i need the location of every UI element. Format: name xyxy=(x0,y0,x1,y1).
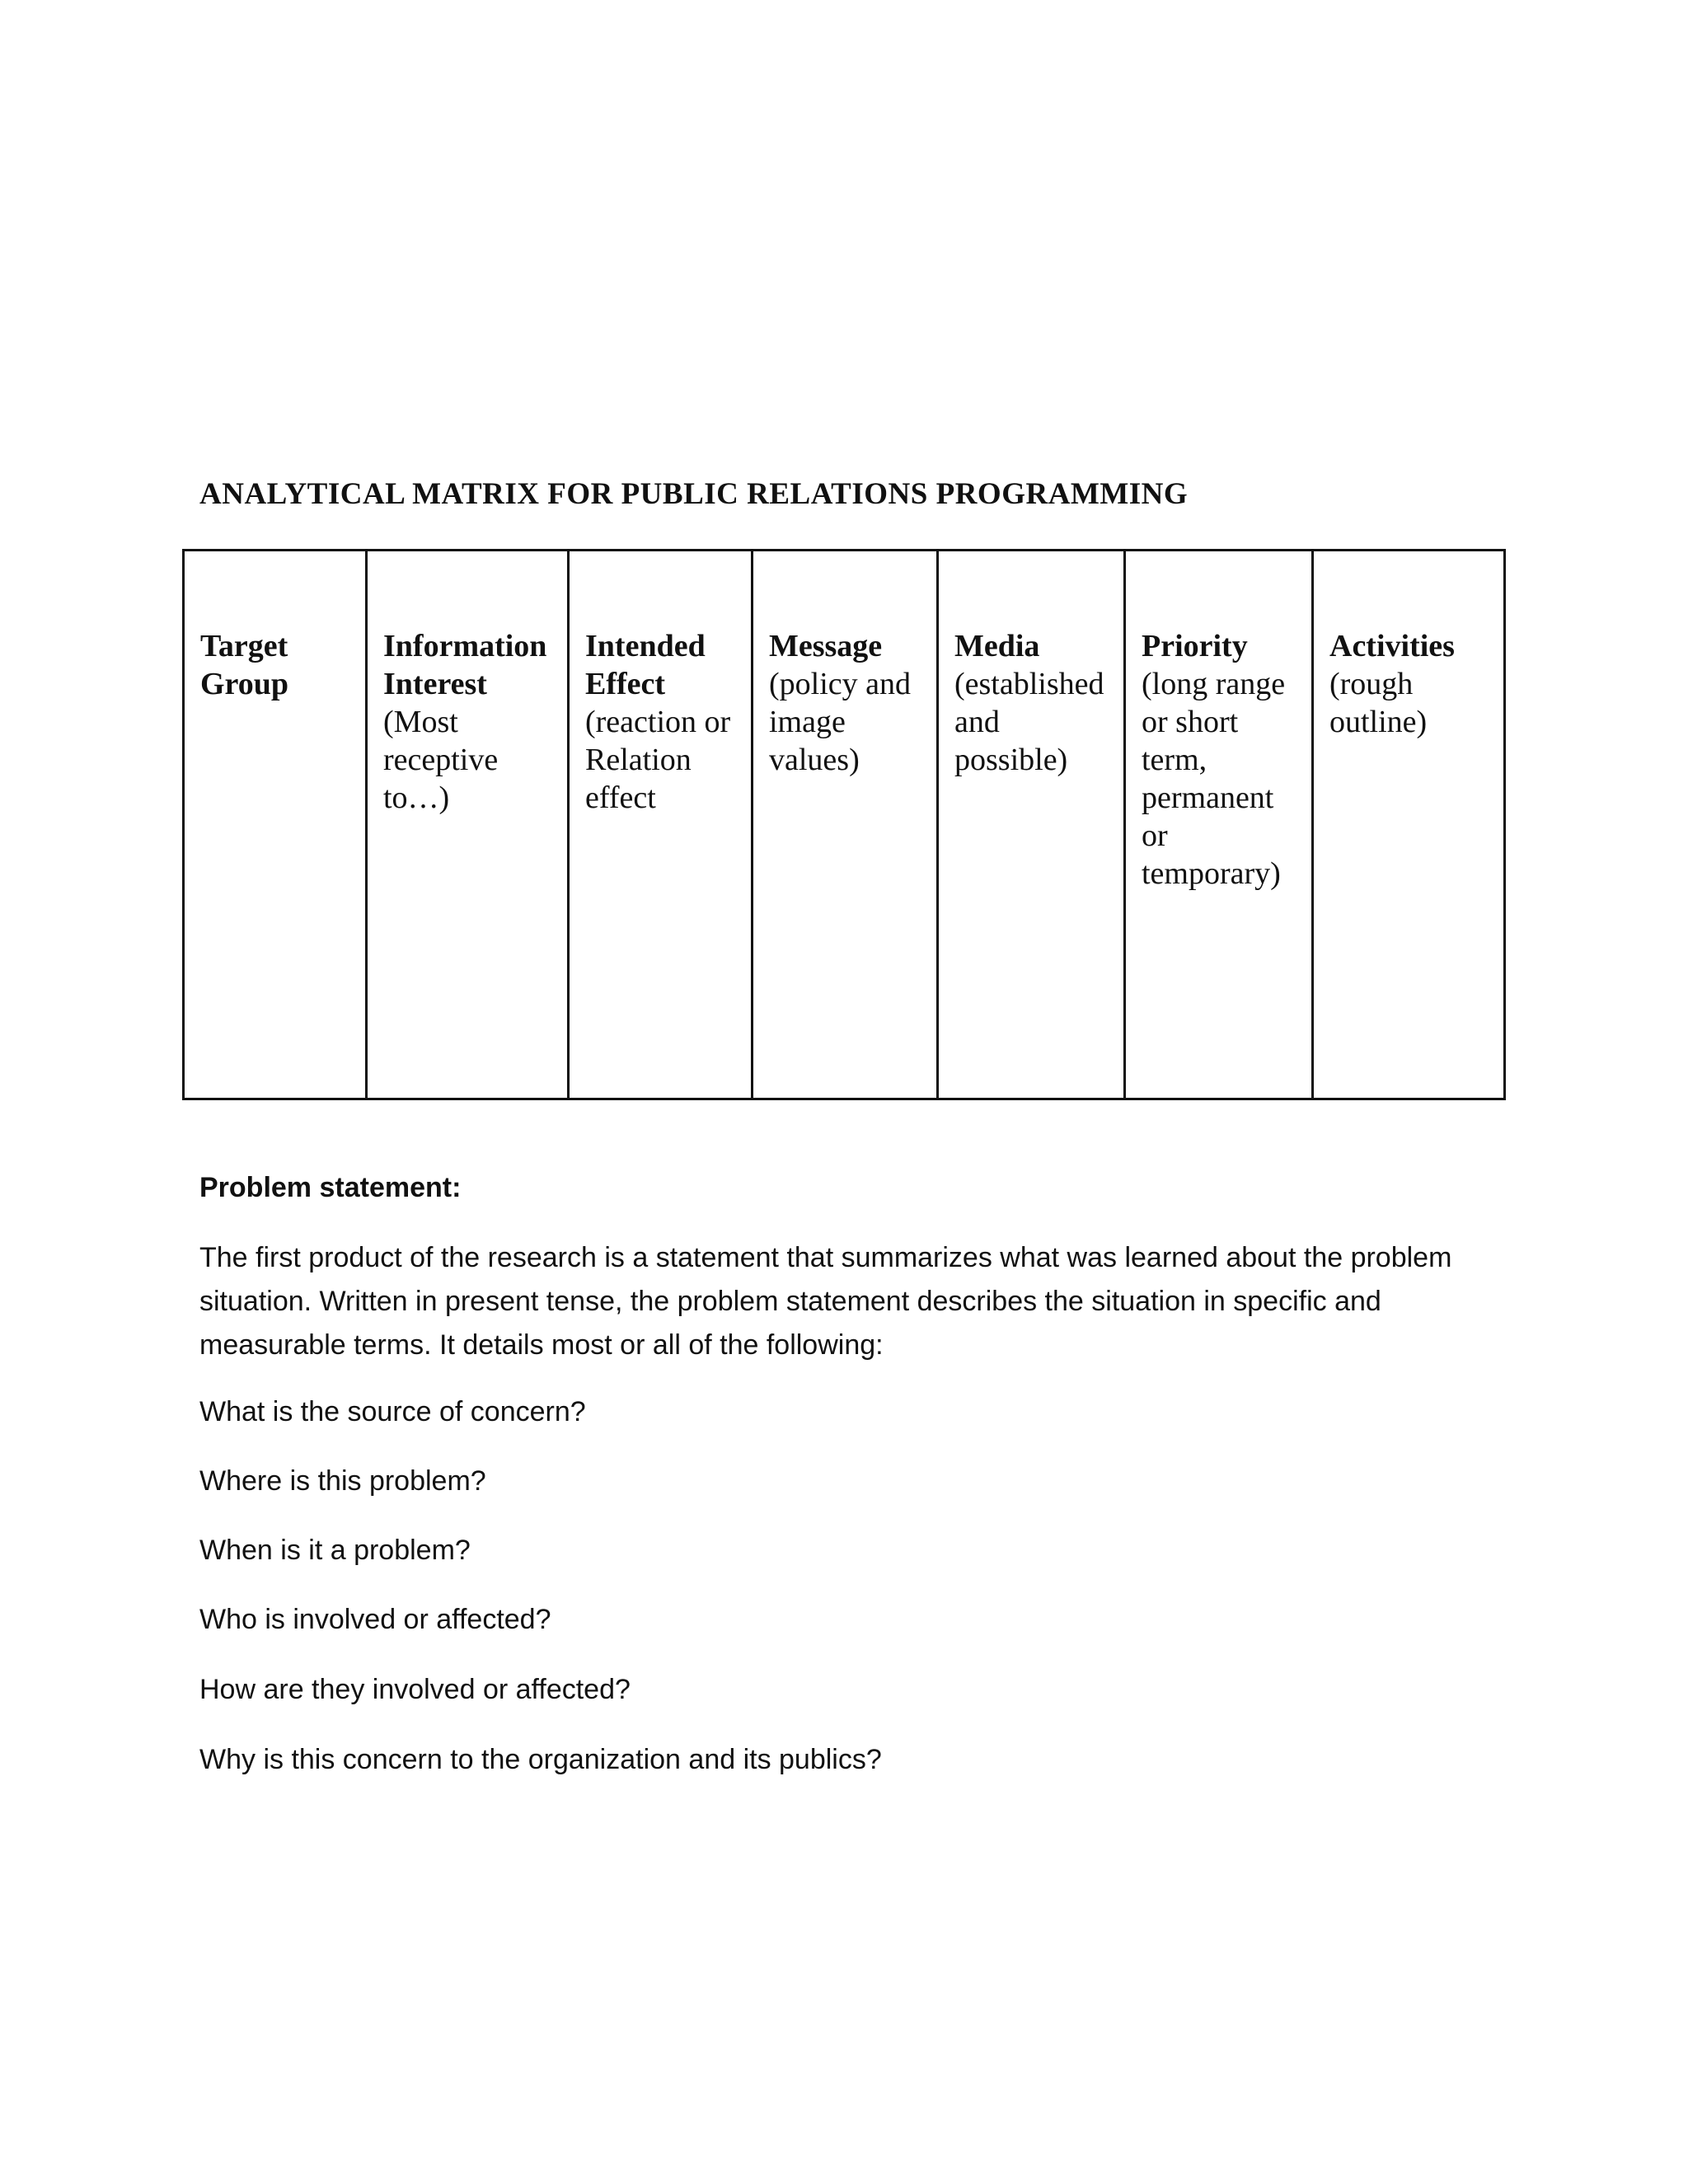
matrix-column-message xyxy=(753,551,938,1099)
column-description: (reaction or Relation effect xyxy=(585,705,731,815)
matrix-column-intended-effect xyxy=(569,551,753,1099)
problem-statement-heading: Problem statement: xyxy=(199,1172,462,1203)
question-item: How are they involved or affected? xyxy=(199,1674,631,1705)
column-description: (Most receptive to…) xyxy=(383,705,499,815)
question-item: When is it a problem? xyxy=(199,1535,471,1566)
column-heading: Information Interest xyxy=(383,629,547,701)
matrix-column-activities xyxy=(1313,551,1505,1099)
matrix-column-media xyxy=(938,551,1125,1099)
question-item: What is the source of concern? xyxy=(199,1396,586,1427)
column-heading: Media xyxy=(954,629,1040,663)
column-heading: Intended Effect xyxy=(585,629,706,701)
matrix-column-information-interest xyxy=(367,551,569,1099)
column-description: (rough outline) xyxy=(1329,667,1428,739)
column-heading: Activities xyxy=(1329,629,1455,663)
matrix-column-target-group xyxy=(184,551,367,1099)
matrix-header-row xyxy=(184,551,1505,1099)
column-heading: Target Group xyxy=(200,629,289,701)
column-heading: Priority xyxy=(1142,629,1248,663)
analytical-matrix-table xyxy=(182,549,1506,1100)
question-item: Where is this problem? xyxy=(199,1465,486,1497)
column-description: (established and possible) xyxy=(954,667,1104,777)
question-item: Who is involved or affected? xyxy=(199,1604,551,1635)
question-item: Why is this concern to the organization and its publics? xyxy=(199,1744,882,1775)
matrix-column-priority xyxy=(1125,551,1313,1099)
document-title: ANALYTICAL MATRIX FOR PUBLIC RELATIONS PROGRAMMING xyxy=(199,477,1189,511)
column-heading: Message xyxy=(769,629,883,663)
problem-statement-paragraph: The first product of the research is a statement that summarizes what was learned about the problem situation. Written in present tense, the problem statement describes the situation in specific and measurable terms. It details most or all of the following: xyxy=(199,1242,1452,1361)
column-description: (long range or short term, permanent or temporary) xyxy=(1142,667,1286,891)
column-description: (policy and image values) xyxy=(769,667,912,777)
